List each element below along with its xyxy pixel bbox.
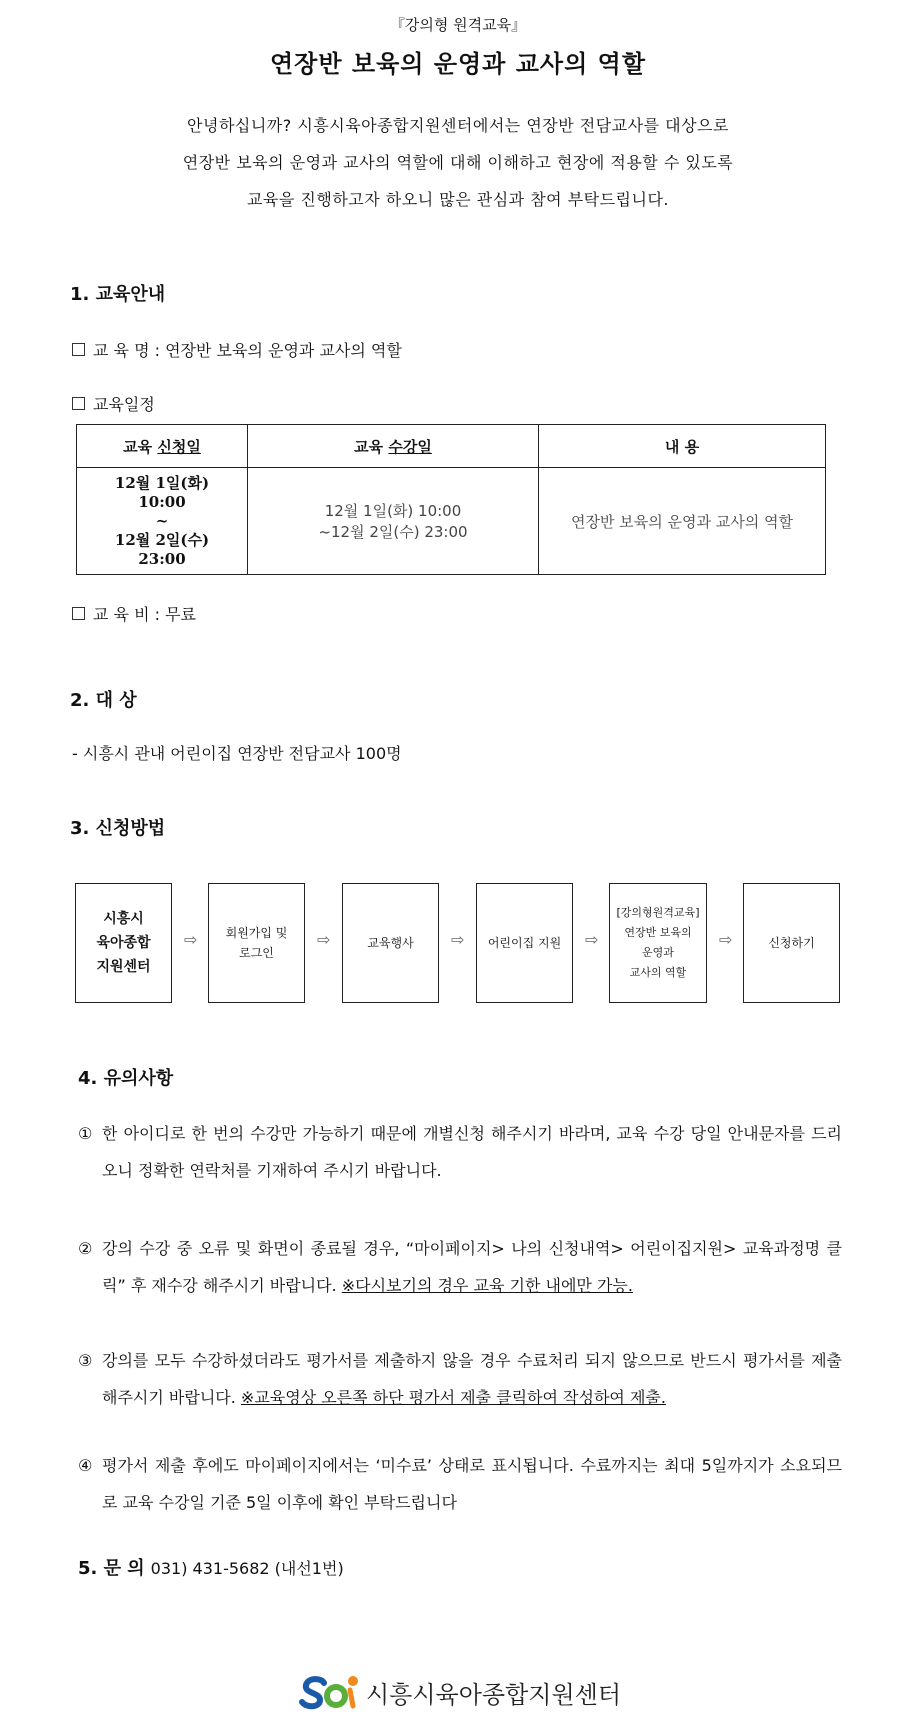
contact [78,1554,344,1580]
section-2-title: 2. 대 상 [70,690,137,711]
checkbox-icon [72,397,85,410]
schedule-item [72,392,155,415]
step-education-events: 교육행사 [342,883,439,1003]
target-text: - 시흥시 관내 어린이집 연장반 전담교사 100명 [72,744,402,763]
intro-line-3: 교육을 진행하고자 하오니 많은 관심과 참여 부탁드립니다. [246,190,670,209]
section-4-title: 4. 유의사항 [78,1068,174,1089]
table-header-row [77,425,826,468]
note-1: ① 한 아이디로 한 번의 수강만 가능하기 때문에 개별신청 해주시기 바라며, 교육 수강 당일 안내문자를 드리오니 정확한 연락처를 기재하여 주시기 바랍니다. [78,1124,842,1180]
step-apply: 신청하기 [743,883,840,1003]
contact-phone: 031) 431-5682 (내선1번) [150,1559,344,1578]
checkbox-icon [72,343,85,356]
study-date-cell: 12월 1일(화) 10:00 ~12월 2일(수) 23:00 [248,468,539,575]
header-apply-date: 교육 신청일 [77,425,248,468]
schedule-table [76,424,826,575]
course-name-text: 교 육 명 : 연장반 보육의 운영과 교사의 역할 [93,341,402,360]
step-course: [강의형원격교육] 연장반 보육의 운영과 교사의 역할 [609,883,707,1003]
step-center: 시흥시 육아종합 지원센터 [75,883,172,1003]
arrow-icon: ⇨ [585,930,599,949]
intro-line-1: 안녕하십니까? 시흥시육아종합지원센터에서는 연장반 전담교사를 대상으로 [187,116,729,135]
section-5-title: 5. 문 의 [78,1558,145,1579]
org-name: 시흥시육아종합지원센터 [366,1680,622,1709]
section-3-title: 3. 신청방법 [70,818,166,839]
intro-line-2: 연장반 보육의 운영과 교사의 역할에 대해 이해하고 현장에 적용할 수 있도록 [182,153,734,172]
step-daycare-support: 어린이집 지원 [476,883,573,1003]
childcare-center-logo [298,1672,360,1712]
header-content: 내 용 [539,425,826,468]
fee-text: 교 육 비 : 무료 [93,605,197,624]
apply-date-cell: 12월 1일(화) 10:00 ~ 12월 2일(수) 23:00 [77,468,248,575]
page-title: 연장반 보육의 운영과 교사의 역할 [270,50,646,78]
arrow-icon: ⇨ [184,930,198,949]
arrow-icon: ⇨ [451,930,465,949]
table-row [77,468,826,575]
header-study-date: 교육 수강일 [248,425,539,468]
checkbox-icon [72,607,85,620]
note-2: ② 강의 수강 중 오류 및 화면이 종료될 경우, “마이페이지> 나의 신청내역> 어린이집지원> 교육과정명 클릭” 후 재수강 해주시기 바랍니다. ※다시보기의 경우 교육 기한 내에만 가능. [78,1239,842,1295]
schedule-text: 교육일정 [93,395,155,414]
footer [298,1672,621,1712]
arrow-icon: ⇨ [719,930,733,949]
step-signup-login: 회원가입 및 로그인 [208,883,305,1003]
fee-item [72,602,196,625]
pretitle: 『강의형 원격교육』 [389,16,527,34]
content-cell: 연장반 보육의 운영과 교사의 역할 [539,468,826,575]
arrow-icon: ⇨ [317,930,331,949]
course-name-item [72,338,402,361]
section-1-title: 1. 교육안내 [70,284,166,305]
note-3: ③ 강의를 모두 수강하셨더라도 평가서를 제출하지 않을 경우 수료처리 되지 않으므로 반드시 평가서를 제출해주시기 바랍니다. ※교육영상 오른쪽 하단 평가서 제출 클릭하여 작성하여 제출. [78,1351,842,1407]
note-4: ④ 평가서 제출 후에도 마이페이지에서는 ‘미수료’ 상태로 표시됩니다. 수료까지는 최대 5일까지가 소요되므로 교육 수강일 기준 5일 이후에 확인 부탁드립니다 [78,1456,842,1512]
